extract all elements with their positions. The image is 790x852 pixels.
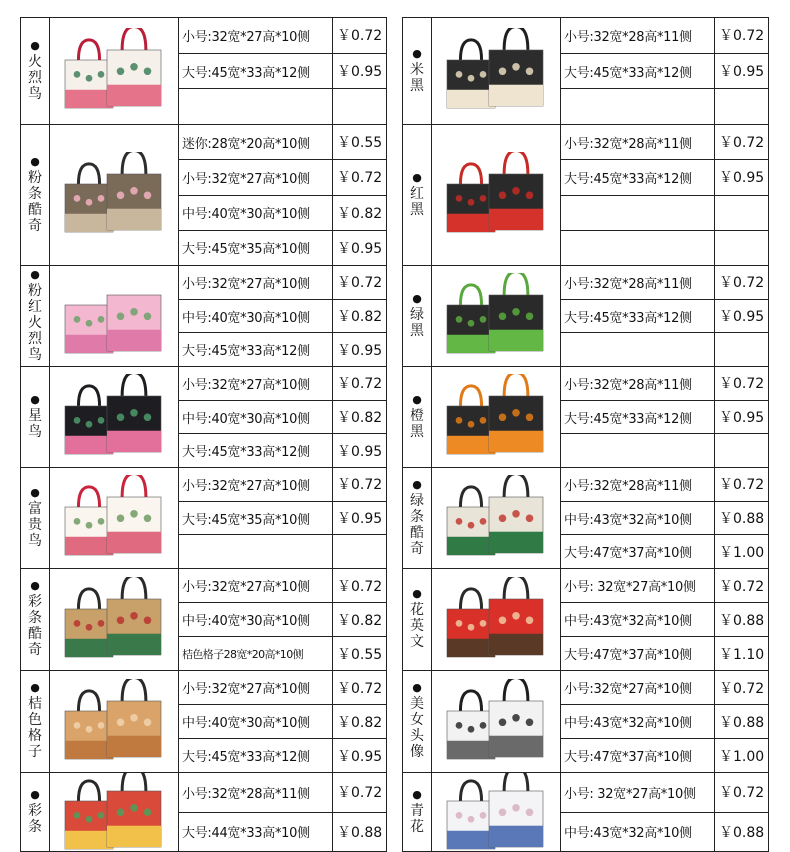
bag-illustration <box>489 475 543 553</box>
size-spec: 小号:32宽*28高*11侧 <box>561 125 715 159</box>
size-spec: 小号:32宽*28高*11侧 <box>561 266 715 299</box>
product-name-text: 绿条酷奇 <box>410 492 424 557</box>
product-name <box>403 671 432 772</box>
size-spec: 小号:32宽*28高*11侧 <box>561 468 715 501</box>
product-row <box>20 265 387 366</box>
size-spec: 大号:47宽*37高*10侧 <box>561 739 715 772</box>
product-name-text: 火烈鸟 <box>28 53 42 102</box>
product-photo <box>432 773 561 851</box>
size-spec: 大号:45宽*33高*12侧 <box>179 434 333 467</box>
size-price-list <box>561 18 768 124</box>
size-price-line <box>561 18 768 53</box>
product-name-text: 绿黑 <box>410 306 424 339</box>
product-row <box>20 670 387 772</box>
size-spec: 中号:40宽*30高*10侧 <box>179 603 333 636</box>
unit-price: ￥0.72 <box>719 680 765 697</box>
size-price-line <box>561 125 768 159</box>
unit-price: ￥0.72 <box>337 275 383 292</box>
product-name <box>21 468 50 568</box>
bag-illustration <box>489 577 543 655</box>
unit-price: ￥0.95 <box>719 170 765 187</box>
bag-illustration <box>489 773 543 847</box>
size-spec: 小号:32宽*27高*10侧 <box>179 367 333 400</box>
product-name-text: 红黑 <box>410 185 424 218</box>
bag-illustration <box>447 487 495 555</box>
size-spec: 小号:32宽*27高*10侧 <box>179 266 333 299</box>
bag-illustration <box>447 285 495 353</box>
size-price-line <box>179 773 386 812</box>
blue-floral-bags-photo <box>441 773 551 851</box>
size-price-line <box>561 195 768 230</box>
product-row <box>402 366 769 467</box>
size-price-line <box>561 53 768 89</box>
bullet-dot-icon: ● <box>30 267 40 281</box>
size-spec: 中号:43宽*32高*10侧 <box>561 502 715 535</box>
bullet-dot-icon: ● <box>30 38 40 52</box>
product-row <box>20 568 387 670</box>
product-row <box>402 17 769 124</box>
size-price-list <box>561 125 768 265</box>
size-price-line <box>561 671 768 704</box>
bullet-dot-icon: ● <box>412 681 422 694</box>
unit-price: ￥0.72 <box>719 28 765 45</box>
bag-illustration <box>107 679 161 757</box>
bag-illustration <box>489 28 543 106</box>
bullet-dot-icon: ● <box>30 787 40 801</box>
bag-illustration <box>447 781 495 849</box>
product-name <box>21 367 50 467</box>
size-spec: 大号:47宽*37高*10侧 <box>561 637 715 670</box>
size-spec <box>179 89 333 124</box>
size-spec: 大号:45宽*33高*12侧 <box>179 54 333 89</box>
size-price-line <box>179 400 386 434</box>
unit-price: ￥0.95 <box>719 309 765 325</box>
size-spec <box>561 196 715 230</box>
bag-illustration <box>107 374 161 452</box>
unit-price: ￥0.95 <box>337 511 383 527</box>
unit-price: ￥0.88 <box>719 612 765 629</box>
green-black-bags-photo <box>441 273 551 359</box>
bag-illustration <box>489 273 543 351</box>
size-price-line <box>561 602 768 636</box>
size-price-line <box>561 400 768 434</box>
fugui-bird-bags-photo <box>59 475 169 561</box>
unit-price: ￥0.88 <box>337 824 383 841</box>
size-price-line <box>179 738 386 772</box>
bullet-dot-icon: ● <box>412 587 422 600</box>
size-spec: 小号:32宽*27高*10侧 <box>179 18 333 53</box>
size-spec: 桔色格子28宽*20高*10侧 <box>179 637 333 670</box>
product-photo <box>432 569 561 670</box>
product-row <box>402 670 769 772</box>
bag-illustration <box>65 781 113 849</box>
size-price-line <box>179 602 386 636</box>
bag-illustration <box>65 487 113 555</box>
size-price-line <box>561 230 768 265</box>
unit-price: ￥0.95 <box>337 64 383 80</box>
product-photo <box>50 569 179 670</box>
unit-price: ￥0.82 <box>337 205 383 222</box>
bag-illustration <box>107 273 161 351</box>
product-photo <box>432 367 561 467</box>
product-row <box>20 124 387 265</box>
size-price-list <box>561 773 768 851</box>
product-photo <box>432 18 561 124</box>
product-row <box>20 467 387 568</box>
size-price-line <box>179 468 386 501</box>
size-price-line <box>179 195 386 230</box>
size-price-list <box>179 18 386 124</box>
size-spec: 中号:43宽*32高*10侧 <box>561 813 715 852</box>
size-spec: 小号:32宽*28高*11侧 <box>561 367 715 400</box>
unit-price: ￥0.95 <box>719 64 765 80</box>
green-stripe-bags-photo <box>441 475 551 561</box>
product-row <box>402 568 769 670</box>
size-price-list <box>179 367 386 467</box>
size-spec <box>561 434 715 467</box>
unit-price <box>333 535 386 568</box>
product-photo <box>50 671 179 772</box>
bag-illustration <box>65 588 113 656</box>
product-name-text: 花英文 <box>410 602 424 650</box>
product-photo <box>50 367 179 467</box>
size-spec: 中号:40宽*30高*10侧 <box>179 401 333 434</box>
unit-price <box>715 333 768 366</box>
right-price-column <box>402 17 769 852</box>
size-spec <box>561 231 715 265</box>
unit-price: ￥0.72 <box>719 477 765 494</box>
size-price-line <box>179 501 386 535</box>
size-price-line <box>561 332 768 366</box>
size-price-list <box>179 125 386 265</box>
bag-illustration <box>107 773 161 847</box>
product-row <box>20 366 387 467</box>
unit-price: ￥0.72 <box>337 170 383 187</box>
bag-illustration <box>65 690 113 758</box>
unit-price: ￥0.55 <box>337 135 383 152</box>
unit-price: ￥0.72 <box>719 376 765 393</box>
left-price-column <box>20 17 387 852</box>
size-spec: 小号:32宽*28高*11侧 <box>179 773 333 812</box>
product-name <box>21 773 50 851</box>
unit-price: ￥0.55 <box>337 646 383 663</box>
flamingo-bags-photo <box>59 28 169 114</box>
bullet-dot-icon: ● <box>412 787 422 801</box>
size-price-line <box>561 367 768 400</box>
product-row <box>402 772 769 852</box>
size-price-line <box>561 704 768 738</box>
unit-price: ￥0.72 <box>337 785 383 802</box>
product-name <box>403 266 432 366</box>
product-row <box>402 467 769 568</box>
product-name-text: 星鸟 <box>28 407 42 440</box>
unit-price <box>715 231 768 265</box>
bag-illustration <box>447 588 495 656</box>
size-price-line <box>561 738 768 772</box>
size-spec <box>561 333 715 366</box>
bag-illustration <box>65 164 113 232</box>
size-price-line <box>561 773 768 812</box>
size-price-line <box>561 534 768 568</box>
product-name-text: 彩条酷奇 <box>28 594 42 658</box>
product-name-text: 美女头像 <box>410 696 424 760</box>
unit-price: ￥0.88 <box>719 714 765 731</box>
size-price-list <box>179 266 386 366</box>
product-photo <box>432 468 561 568</box>
size-price-line <box>561 569 768 602</box>
pink-flamingo-bags-photo <box>59 273 169 359</box>
size-spec: 大号:45宽*35高*10侧 <box>179 502 333 535</box>
size-spec <box>561 89 715 124</box>
size-spec: 大号:45宽*33高*12侧 <box>561 160 715 194</box>
bag-illustration <box>65 40 113 108</box>
bag-illustration <box>65 285 113 353</box>
size-spec <box>179 535 333 568</box>
product-name-text: 米黑 <box>410 61 424 94</box>
size-price-line <box>561 501 768 535</box>
size-price-line <box>179 704 386 738</box>
size-price-list <box>179 773 386 851</box>
unit-price: ￥0.88 <box>719 824 765 841</box>
unit-price: ￥0.88 <box>719 511 765 527</box>
product-name-text: 桔色格子 <box>28 696 42 760</box>
size-spec: 小号:32宽*27高*10侧 <box>179 160 333 194</box>
size-price-list <box>561 266 768 366</box>
product-photo <box>432 671 561 772</box>
unit-price: ￥0.82 <box>337 714 383 731</box>
product-name <box>403 773 432 851</box>
bullet-dot-icon: ● <box>30 154 40 168</box>
size-spec: 小号: 32宽*27高*10侧 <box>561 773 715 812</box>
unit-price: ￥0.72 <box>719 578 765 595</box>
size-price-line <box>179 812 386 852</box>
product-name <box>403 18 432 124</box>
unit-price: ￥0.72 <box>337 376 383 393</box>
product-photo <box>50 468 179 568</box>
size-price-line <box>561 468 768 501</box>
size-price-list <box>561 468 768 568</box>
bag-illustration <box>107 577 161 655</box>
size-price-line <box>561 88 768 124</box>
unit-price <box>715 89 768 124</box>
size-price-line <box>179 159 386 194</box>
size-spec: 大号:45宽*33高*12侧 <box>561 54 715 89</box>
size-spec: 中号:43宽*32高*10侧 <box>561 603 715 636</box>
bag-illustration <box>489 374 543 452</box>
size-price-line <box>179 53 386 89</box>
product-name <box>21 18 50 124</box>
product-name-text: 富贵鸟 <box>28 500 42 549</box>
size-spec: 大号:45宽*33高*12侧 <box>561 300 715 333</box>
unit-price: ￥0.82 <box>337 309 383 325</box>
unit-price: ￥0.95 <box>337 443 383 460</box>
size-spec: 迷你:28宽*20高*10侧 <box>179 125 333 159</box>
unit-price: ￥0.82 <box>337 612 383 629</box>
orange-plaid-bags-photo <box>59 679 169 765</box>
unit-price: ￥0.95 <box>337 748 383 765</box>
product-name <box>21 266 50 366</box>
unit-price: ￥0.72 <box>337 680 383 697</box>
size-spec: 大号:47宽*37高*10侧 <box>561 535 715 568</box>
size-price-line <box>179 332 386 366</box>
product-photo <box>432 266 561 366</box>
product-row <box>402 124 769 265</box>
product-name-text: 青花 <box>410 802 424 835</box>
bullet-dot-icon: ● <box>30 485 40 499</box>
star-bird-bags-photo <box>59 374 169 460</box>
size-spec: 大号:45宽*33高*12侧 <box>561 401 715 434</box>
size-price-line <box>561 159 768 194</box>
product-row <box>20 772 387 852</box>
size-spec: 中号:40宽*30高*10侧 <box>179 705 333 738</box>
size-price-line <box>179 671 386 704</box>
size-price-line <box>179 569 386 602</box>
size-price-line <box>561 812 768 852</box>
unit-price: ￥0.95 <box>337 342 383 359</box>
size-price-line <box>179 636 386 670</box>
size-price-list <box>561 569 768 670</box>
size-price-line <box>179 266 386 299</box>
product-photo <box>50 266 179 366</box>
english-pattern-bags-photo <box>441 577 551 663</box>
product-photo <box>50 125 179 265</box>
unit-price: ￥0.95 <box>337 240 383 257</box>
size-price-list <box>561 367 768 467</box>
unit-price: ￥0.72 <box>337 578 383 595</box>
orange-black-bags-photo <box>441 374 551 460</box>
product-name <box>403 125 432 265</box>
bullet-dot-icon: ● <box>412 46 422 60</box>
unit-price: ￥1.00 <box>719 748 765 765</box>
size-price-list <box>179 468 386 568</box>
size-spec: 大号:45宽*35高*10侧 <box>179 231 333 265</box>
size-price-list <box>179 569 386 670</box>
size-price-line <box>179 433 386 467</box>
size-price-line <box>561 636 768 670</box>
bag-illustration <box>447 690 495 758</box>
bullet-dot-icon: ● <box>412 392 422 406</box>
size-spec: 小号:32宽*27高*10侧 <box>561 671 715 704</box>
size-spec: 小号:32宽*27高*10侧 <box>179 569 333 602</box>
size-price-list <box>561 671 768 772</box>
bullet-dot-icon: ● <box>412 170 422 184</box>
unit-price: ￥0.72 <box>719 785 765 802</box>
size-spec: 中号:40宽*30高*10侧 <box>179 196 333 230</box>
size-price-line <box>561 299 768 333</box>
unit-price <box>715 434 768 467</box>
product-row <box>20 17 387 124</box>
bag-illustration <box>447 40 495 108</box>
size-spec: 大号:44宽*33高*10侧 <box>179 813 333 852</box>
unit-price: ￥1.00 <box>719 544 765 561</box>
size-price-line <box>561 433 768 467</box>
color-stripe-bags-photo <box>59 577 169 663</box>
bullet-dot-icon: ● <box>30 579 40 592</box>
size-price-line <box>179 230 386 265</box>
size-price-line <box>179 125 386 159</box>
product-name-text: 粉条酷奇 <box>28 169 42 234</box>
product-photo <box>432 125 561 265</box>
bullet-dot-icon: ● <box>412 477 422 491</box>
product-row <box>402 265 769 366</box>
product-name <box>21 671 50 772</box>
unit-price: ￥1.10 <box>719 646 765 663</box>
size-price-line <box>179 367 386 400</box>
size-price-line <box>179 299 386 333</box>
size-price-line <box>179 18 386 53</box>
bullet-dot-icon: ● <box>30 392 40 406</box>
size-spec: 大号:45宽*33高*12侧 <box>179 333 333 366</box>
product-name <box>403 468 432 568</box>
product-photo <box>50 773 179 851</box>
unit-price: ￥0.72 <box>337 477 383 494</box>
product-name <box>403 367 432 467</box>
product-name-text: 橙黑 <box>410 407 424 440</box>
bag-illustration <box>65 386 113 454</box>
unit-price <box>333 89 386 124</box>
bullet-dot-icon: ● <box>30 681 40 694</box>
bullet-dot-icon: ● <box>412 291 422 305</box>
size-price-list <box>179 671 386 772</box>
bag-illustration <box>489 152 543 230</box>
unit-price: ￥0.72 <box>337 28 383 45</box>
bag-illustration <box>447 386 495 454</box>
size-spec: 小号:32宽*27高*10侧 <box>179 468 333 501</box>
bag-illustration <box>489 679 543 757</box>
size-spec: 小号:32宽*28高*11侧 <box>561 18 715 53</box>
product-name <box>21 569 50 670</box>
size-price-line <box>179 534 386 568</box>
size-spec: 中号:43宽*32高*10侧 <box>561 705 715 738</box>
portrait-bags-photo <box>441 679 551 765</box>
red-black-bags-photo <box>441 152 551 238</box>
unit-price: ￥0.72 <box>719 135 765 152</box>
bag-illustration <box>447 164 495 232</box>
bag-illustration <box>107 475 161 553</box>
unit-price: ￥0.82 <box>337 410 383 426</box>
unit-price: ￥0.72 <box>719 275 765 292</box>
unit-price: ￥0.95 <box>719 410 765 426</box>
product-name-text: 粉红火烈鸟 <box>28 282 42 363</box>
bag-illustration <box>107 152 161 230</box>
pink-stripe-bags-photo <box>59 152 169 238</box>
product-name <box>403 569 432 670</box>
bag-illustration <box>107 28 161 106</box>
product-name-text: 彩条 <box>28 802 42 835</box>
product-photo <box>50 18 179 124</box>
size-spec: 中号:40宽*30高*10侧 <box>179 300 333 333</box>
unit-price <box>715 196 768 230</box>
size-spec: 大号:45宽*33高*12侧 <box>179 739 333 772</box>
rainbow-stripe-bags-photo <box>59 773 169 851</box>
size-spec: 小号: 32宽*27高*10侧 <box>561 569 715 602</box>
size-price-line <box>561 266 768 299</box>
size-price-line <box>179 88 386 124</box>
beige-black-bags-photo <box>441 28 551 114</box>
size-spec: 小号:32宽*27高*10侧 <box>179 671 333 704</box>
product-name <box>21 125 50 265</box>
